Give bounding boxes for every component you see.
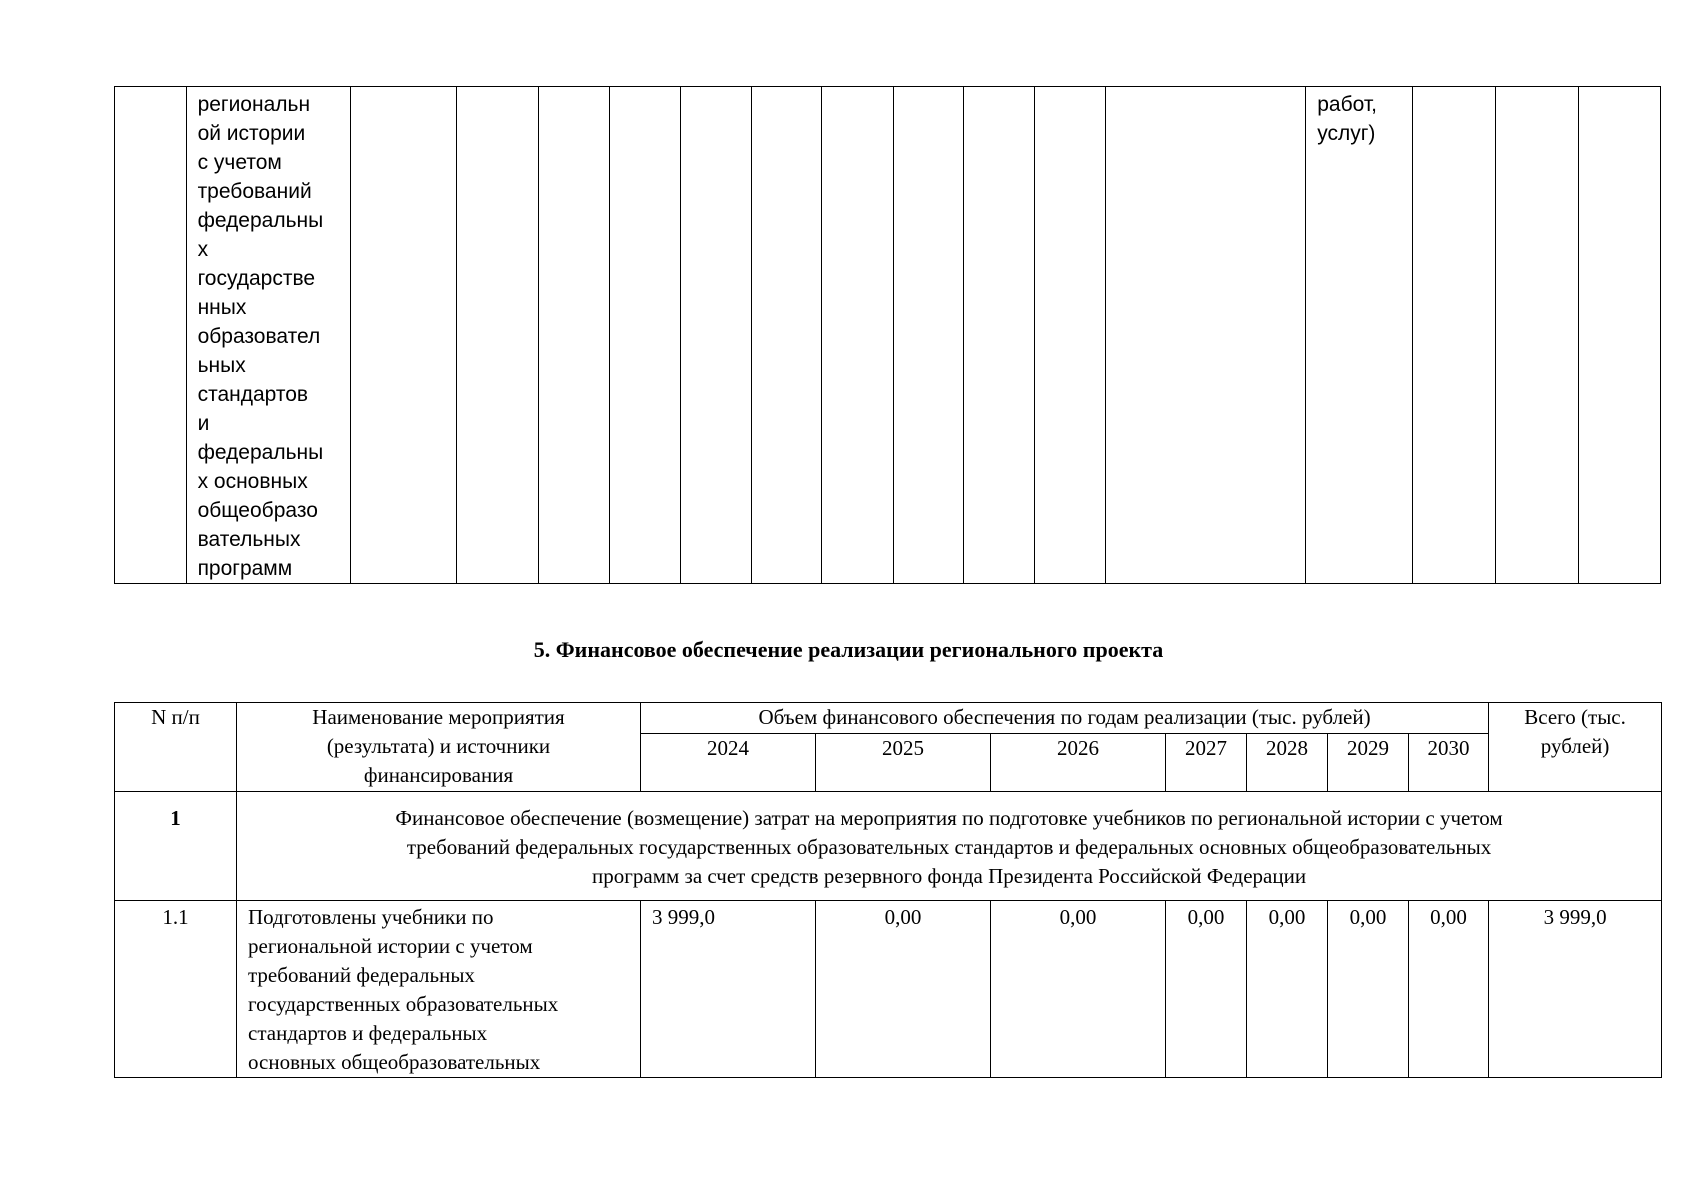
group-title-line: требований федеральных государственных образовательных стандартов и федеральных основных общеобразовательных (406, 835, 1492, 859)
row-num (115, 901, 237, 1078)
cell-line: стандартов (197, 383, 309, 406)
finance-table (114, 702, 1662, 1078)
value-2024: 3 999,0 (641, 901, 816, 1078)
value-total: 3 999,0 (1489, 901, 1662, 1078)
header-total-line: рублей) (1540, 734, 1610, 758)
header-volume-text: Объем финансового обеспечения по годам реализации (тыс. рублей) (758, 705, 1371, 729)
group-title (237, 792, 1662, 901)
year-2028-header: 2028 (1247, 734, 1328, 792)
section-title: 5. Финансовое обеспечение реализации регионального проекта (533, 637, 1164, 662)
group-num-text: 1 (170, 806, 181, 830)
group-title-line: программ за счет средств резервного фонда Президента Российской Федерации (592, 864, 1307, 888)
value-2030: 0,00 (1409, 901, 1489, 1078)
cell-line: х (197, 238, 209, 261)
table-row (115, 901, 1662, 1078)
row-num-text: 1.1 (162, 905, 189, 929)
table-cell (893, 87, 964, 584)
result-type-cell (1306, 87, 1412, 584)
cell-line: услуг) (1317, 122, 1376, 145)
year-2030-header: 2030 (1409, 734, 1489, 792)
table-cell (964, 87, 1035, 584)
table-cell (350, 87, 456, 584)
row-name-line: государственных образовательных (248, 992, 559, 1016)
table-cell (751, 87, 822, 584)
cell-line: и (197, 412, 210, 435)
header-num (115, 703, 237, 792)
table-cell (1034, 87, 1106, 584)
cell-line: требований (197, 180, 312, 203)
value-2029: 0,00 (1328, 901, 1409, 1078)
table-cell (609, 87, 681, 584)
table-cell (681, 87, 752, 584)
table-cell (1106, 87, 1306, 584)
group-title-line: Финансовое обеспечение (возмещение) затрат на мероприятия по подготовке учебников по региональной истории с учетом (395, 806, 1503, 830)
table-cell (1495, 87, 1578, 584)
cell-line: федеральны (197, 209, 324, 232)
event-name-cell (186, 87, 350, 584)
row-name-line: стандартов и федеральных (248, 1021, 488, 1045)
header-total (1489, 703, 1662, 792)
cell-line: региональн (197, 93, 311, 116)
row-name (237, 901, 641, 1078)
header-num-text: N п/п (151, 705, 200, 729)
table-cell (822, 87, 894, 584)
header-name-line: (результата) и источники (326, 734, 551, 758)
cell-line: программ (197, 557, 293, 580)
year-2029-header: 2029 (1328, 734, 1409, 792)
header-volume (641, 703, 1489, 734)
cell-line: государстве (197, 267, 316, 290)
value-2027: 0,00 (1166, 901, 1247, 1078)
value-2025: 0,00 (816, 901, 991, 1078)
table-cell (457, 87, 539, 584)
value-2028: 0,00 (1247, 901, 1328, 1078)
year-2026-header: 2026 (991, 734, 1166, 792)
continuation-table (114, 86, 1661, 584)
cell-line: работ, (1317, 93, 1377, 116)
table-cell (1412, 87, 1495, 584)
year-2024-header: 2024 (641, 734, 816, 792)
cell-line: вательных (197, 528, 301, 551)
cell-line: ой истории (197, 122, 306, 145)
header-name-line: Наименование мероприятия (312, 705, 565, 729)
year-2027-header: 2027 (1166, 734, 1247, 792)
row-name-line: Подготовлены учебники по (248, 905, 494, 929)
header-total-line: Всего (тыс. (1524, 705, 1626, 729)
header-name (237, 703, 641, 792)
group-row (115, 792, 1662, 901)
header-name-line: финансирования (363, 763, 514, 787)
cell-line: х основных (197, 470, 308, 493)
row-name-line: основных общеобразовательных (248, 1050, 541, 1074)
table-cell (1578, 87, 1660, 584)
table-cell (539, 87, 610, 584)
year-2025-header: 2025 (816, 734, 991, 792)
cell-line: нных (197, 296, 247, 319)
cell-line: образовател (197, 325, 321, 348)
row-name-line: требований федеральных (248, 963, 475, 987)
row-name-line: региональной истории с учетом (248, 934, 533, 958)
cell-line: ьных (197, 354, 246, 377)
cell-line: общеобразо (197, 499, 318, 522)
cell-line: с учетом (197, 151, 282, 174)
header-row (115, 703, 1662, 734)
table-cell (115, 87, 187, 584)
value-2026: 0,00 (991, 901, 1166, 1078)
cell-line: федеральны (197, 441, 324, 464)
table-row (115, 87, 1661, 584)
group-num (115, 792, 237, 901)
